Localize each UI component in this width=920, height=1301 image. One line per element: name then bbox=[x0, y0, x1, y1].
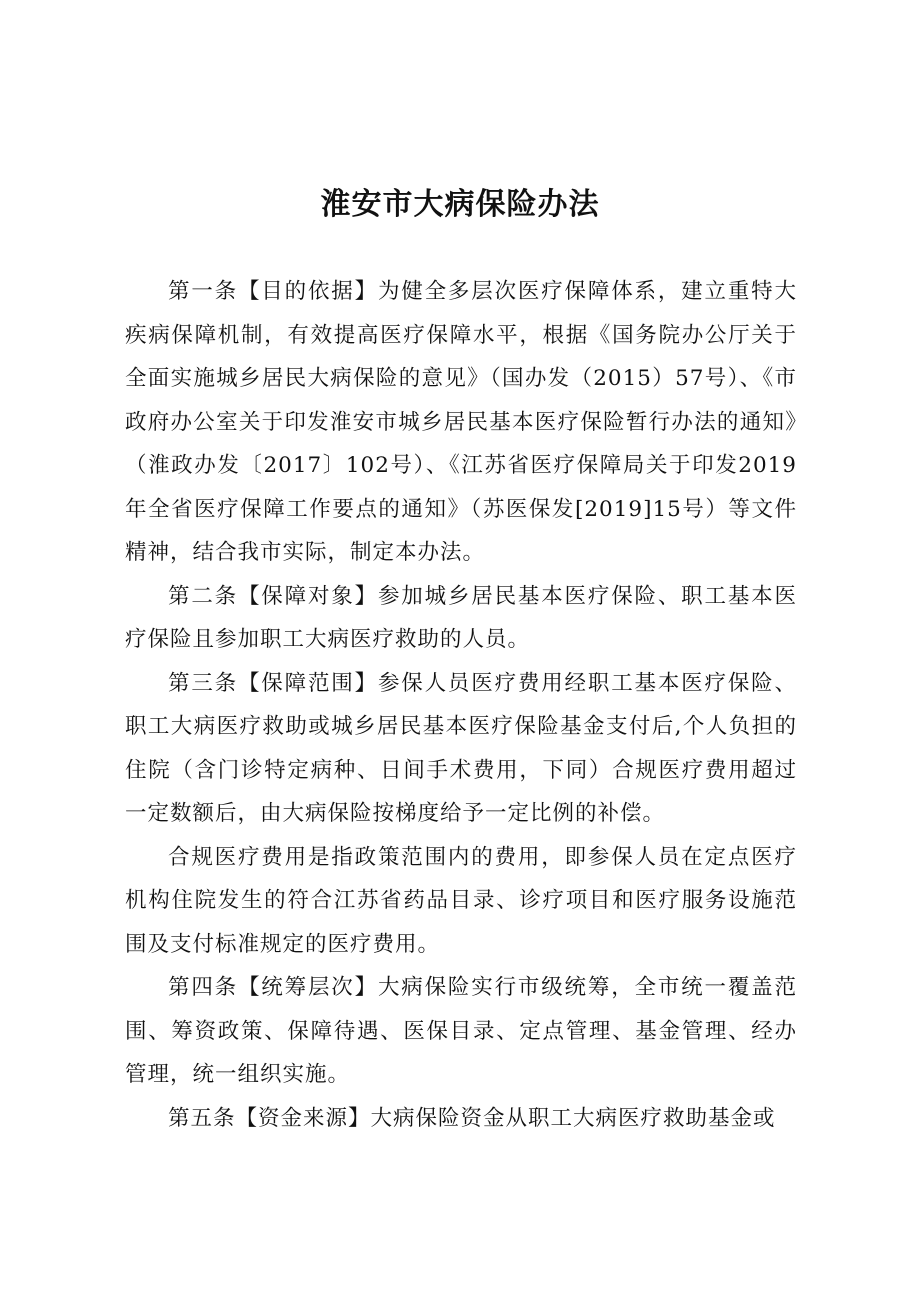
document-title: 淮安市大病保险办法 bbox=[320, 187, 600, 222]
paragraph-article-1: 第一条【目的依据】为健全多层次医疗保障体系，建立重特大疾病保障机制，有效提高医疗保障水平，根据《国务院办公厅关于全面实施城乡居民大病保险的意见》（国办发（2015）57号）、《市政府办公室关于印发淮安市城乡居民基本医疗保险暂行办法的通知》（淮政办发〔2017〕102号）、《江苏省医疗保障局关于印发2019年全省医疗保障工作要点的通知》（苏医保发[2019]15号）等文件精神，结合我市实际，制定本办法。 bbox=[125, 279, 797, 565]
paragraph-article-5: 第五条【资金来源】大病保险资金从职工大病医疗救助基金或 bbox=[168, 1105, 776, 1131]
paragraph-article-4: 第四条【统筹层次】大病保险实行市级统筹，全市统一覆盖范围、筹资政策、保障待遇、医保目录、定点管理、基金管理、经办管理，统一组织实施。 bbox=[125, 975, 797, 1087]
paragraph-article-3: 第三条【保障范围】参保人员医疗费用经职工基本医疗保险、职工大病医疗救助或城乡居民基本医疗保险基金支付后,个人负担的住院（含门诊特定病种、日间手术费用，下同）合规医疗费用超过一定数额后，由大病保险按梯度给予一定比例的补偿。 bbox=[125, 670, 797, 826]
paragraph-article-2: 第二条【保障对象】参加城乡居民基本医疗保险、职工基本医疗保险且参加职工大病医疗救助的人员。 bbox=[125, 583, 797, 652]
document-body bbox=[125, 270, 797, 1140]
paragraph-compliant-costs: 合规医疗费用是指政策范围内的费用，即参保人员在定点医疗机构住院发生的符合江苏省药品目录、诊疗项目和医疗服务设施范围及支付标准规定的医疗费用。 bbox=[125, 844, 797, 957]
